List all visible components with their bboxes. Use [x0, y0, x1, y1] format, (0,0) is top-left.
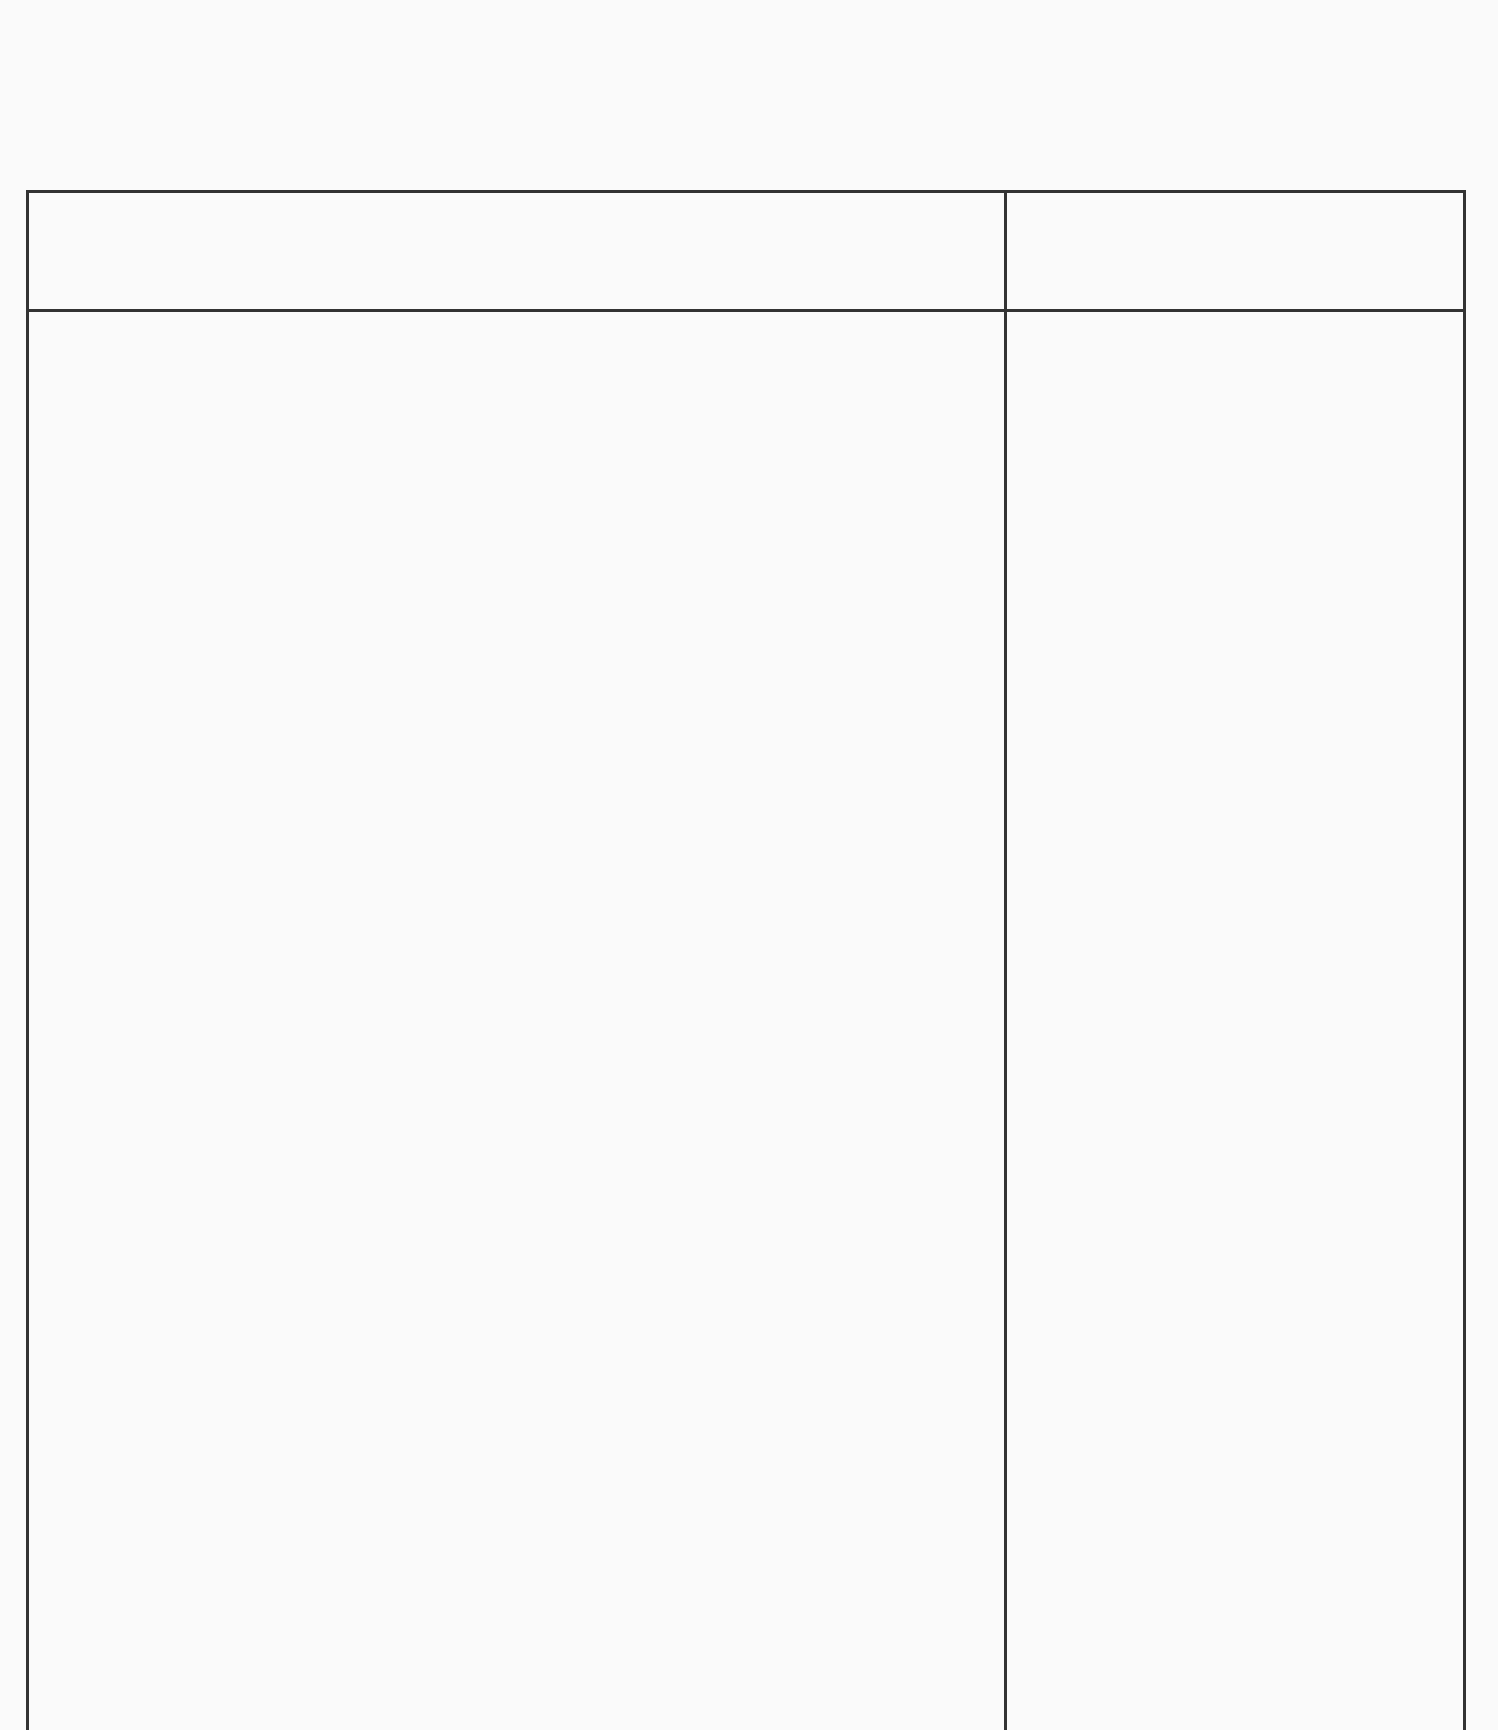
table-border-right — [1463, 190, 1466, 1730]
column-type — [1007, 250, 1463, 290]
column-header-victim-nationality — [29, 210, 1004, 290]
result-table — [26, 190, 1466, 1730]
table-border-top — [26, 190, 1466, 193]
column-name — [29, 210, 1004, 250]
table-column-divider — [1004, 190, 1007, 1730]
column-header-total-casualty-count — [1007, 210, 1463, 290]
column-name — [1007, 210, 1463, 250]
query-line-1 — [16, 92, 97, 132]
table-border-left — [26, 190, 29, 1730]
column-type — [29, 250, 1004, 290]
table-header-divider — [26, 309, 1466, 312]
